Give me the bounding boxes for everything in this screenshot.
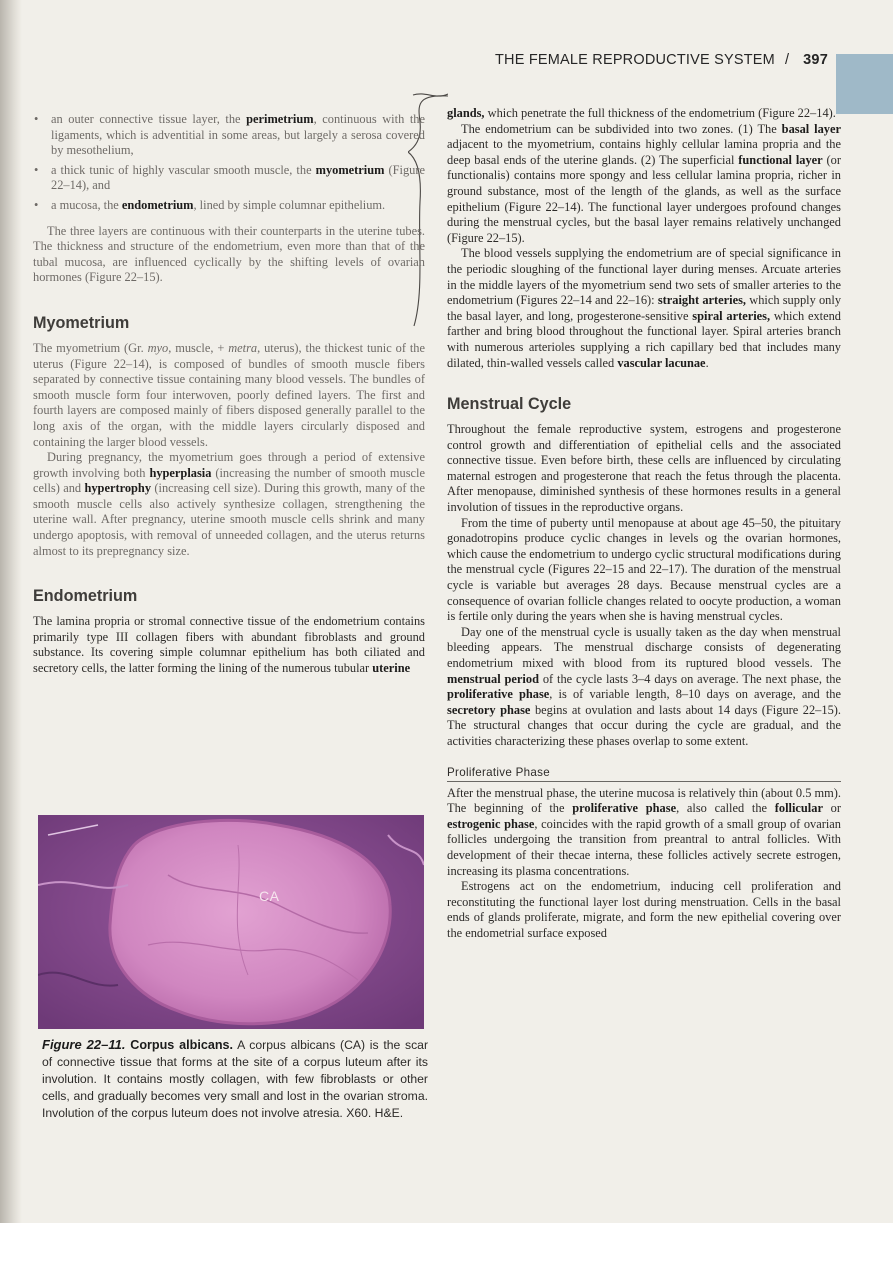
- right-column: [447, 106, 841, 942]
- header-separator: /: [784, 52, 790, 68]
- subsection-heading-proliferative-phase: Proliferative Phase: [447, 766, 841, 782]
- paragraph: Day one of the menstrual cycle is usually taken as the day when menstrual bleeding appears. The menstrual discharge consists of degenerating endometrium mixed with blood from its ruptured blood vessels. The menstrual period of the cycle lasts 3–4 days on average. The next phase, the proliferative phase, is of variable length, 8–10 days on average, and the secretory phase begins at ovulation and lasts about 14 days (Figure 22–15). The structural changes that occur during the cycle are gradual, and the activities characterizing these phases overlap to some extent.: [447, 624, 842, 748]
- micrograph-label-ca: CA: [259, 888, 280, 904]
- list-item: • a mucosa, the endometrium, lined by simple columnar epithelium.: [33, 198, 425, 214]
- paragraph: The blood vessels supplying the endometrium are of special significance in the periodic sloughing of the functional layer during menses. Arcuate arteries in the middle layers of the myometrium send two sets of smaller arteries to the endometrium (Figures 22–14 and 22–16): straight arteries, which supply only the basal layer, and long, progesterone-sensitive spiral arteries, which extend farther and bring blood throughout the functional layer. Spiral arteries branch with numerous arterioles supplying a rich capillary bed that includes many dilated, thin-walled vessels called vascular lacunae.: [447, 246, 842, 370]
- section-heading-menstrual-cycle: Menstrual Cycle: [447, 395, 572, 414]
- uterine-layers-list: [33, 112, 425, 214]
- paragraph: The lamina propria or stromal connective tissue of the endometrium contains primarily type III collagen fibers with abundant fibroblasts and ground substance. Its covering simple columnar epithelium has both ciliated and secretory cells, the latter forming the lining of the numerous tubular uterine: [33, 614, 425, 676]
- chapter-tab: [836, 54, 893, 114]
- paragraph: Estrogens act on the endometrium, inducing cell proliferation and reconstituting the functional layer lost during menstruation. Cells in the basal ends of glands proliferate, migrate, and form the new epithelial covering over the endometrial surface exposed: [447, 879, 841, 940]
- page-number: 397: [803, 52, 828, 68]
- paragraph: From the time of puberty until menopause at about age 45–50, the pituitary gonadotropins produce cyclic changes in levels og the ovarian hormones, which cause the endometrium to undergo cyclic structural modifications during the menstrual cycle (Figures 22–15 and 22–17). The duration of the menstrual cycle is variable but averages 28 days. Because menstrual cycles are a consequence of ovarian follicle changes related to oocyte production, a woman is fertile only during the years when she is having menstrual cycles.: [447, 515, 841, 624]
- page-gutter-shadow: [0, 0, 22, 1223]
- figure-caption-text: A corpus albicans (CA) is the scar of connective tissue that forms at the site of a corpus luteum after its involution. It contains mostly collagen, with few fibroblasts or other cells, and gradually becomes very small and lost in the ovarian stroma. Involution of the corpus luteum does not involve atresia. X60. H&E.: [42, 1038, 429, 1120]
- section-heading-myometrium: Myometrium: [33, 313, 130, 332]
- list-item: • a thick tunic of highly vascular smooth muscle, the myometrium (Figure 22–14), and: [33, 163, 425, 194]
- paragraph: During pregnancy, the myometrium goes through a period of extensive growth involving both hyperplasia (increasing the number of smooth muscle cells) and hypertrophy (increasing cell size). During this growth, many of the smooth muscle cells also actively synthesize collagen, strengthening the uterine wall. After pregnancy, uterine smooth muscle cells shrink and many undergo apoptosis, with removal of unneeded collagen, and the uterus returns almost to its prepregnancy size.: [33, 450, 425, 558]
- paragraph: Throughout the female reproductive system, estrogens and progesterone control growth and differentiation of epithelial cells and the associated connective tissue. Even before birth, these cells are influenced by circulating maternal estrogen and progesterone that reach the fetus through the placenta. After menopause, diminished synthesis of these hormones results in a general involution of tissues in the reproductive organs.: [447, 422, 841, 515]
- figure-number: Figure 22–11.: [42, 1037, 126, 1052]
- list-item: • an outer connective tissue layer, the perimetrium, continuous with the ligaments, which is adventitial in some areas, but largely a serosa covered by mesothelium,: [33, 112, 425, 159]
- corpus-albicans-micrograph: [38, 815, 424, 1029]
- paragraph: The endometrium can be subdivided into two zones. (1) The basal layer adjacent to the myometrium, contains highly cellular lamina propria and the deep basal ends of the uterine glands. (2) The superficial functional layer (or functionalis) contains more spongy and less cellular lamina propria, richer in ground substance, most of the length of the glands, as well as the surface epithelium (Figure 22–14). The functional layer undergoes profound changes during the menstrual cycles, but the basal layer remains relatively unchanged (Figure 22–15).: [447, 121, 841, 245]
- paragraph: The three layers are continuous with their counterparts in the uterine tubes. The thickness and structure of the endometrium, even more than that of the tubal mucosa, are influenced cyclically by the shifting levels of ovarian hormones (Figure 22–15).: [33, 223, 425, 285]
- section-heading-endometrium: Endometrium: [33, 587, 138, 606]
- paragraph: glands, which penetrate the full thickness of the endometrium (Figure 22–14).: [447, 106, 836, 120]
- figure-caption: [42, 1036, 428, 1122]
- micrograph-image: [38, 815, 424, 1029]
- paragraph: After the menstrual phase, the uterine mucosa is relatively thin (about 0.5 mm). The beginning of the proliferative phase, also called the follicular or estrogenic phase, coincides with the rapid growth of a small group of ovarian follicles undergoing the transition from preantral to antral follicles. With development of their thecae interna, these follicles actively secrete estrogen, increasing its plasma concentrations.: [447, 785, 842, 878]
- figure-title: Corpus albicans.: [130, 1038, 234, 1052]
- left-column: [33, 112, 425, 677]
- paragraph: The myometrium (Gr. myo, muscle, + metra, uterus), the thickest tunic of the uterus (Figure 22–14), is composed of bundles of smooth muscle fibers separated by connective tissue containing many blood vessels. The bundles of smooth muscle form four interwoven, poorly defined layers. The first and fourth layers are composed mainly of fibers disposed generally parallel to the long axis of the organ, with the middle layers circularly disposed and containing the larger blood vessels.: [33, 340, 425, 449]
- running-header: [495, 52, 830, 72]
- running-title: THE FEMALE REPRODUCTIVE SYSTEM: [495, 52, 775, 68]
